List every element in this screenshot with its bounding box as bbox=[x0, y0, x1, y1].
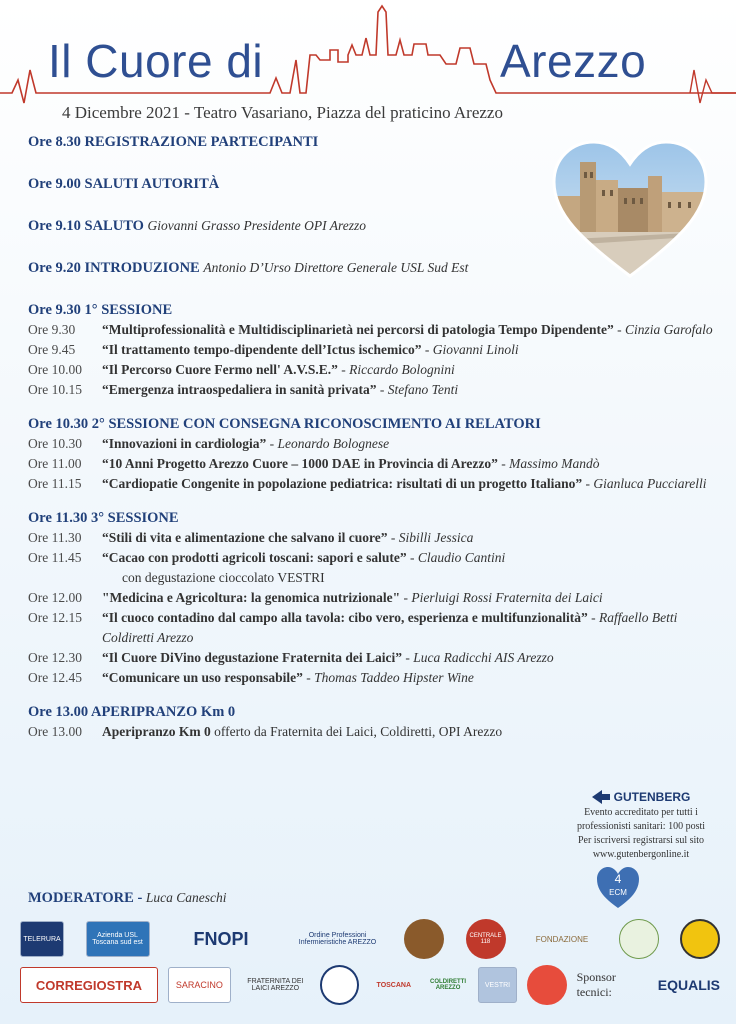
vestri-logo: VESTRI bbox=[478, 967, 518, 1003]
talk-time: Ore 12.00 bbox=[28, 590, 82, 605]
talk-speaker: Raffaello Betti Coldiretti Arezzo bbox=[102, 610, 678, 645]
blue-seal-logo bbox=[320, 965, 359, 1005]
session-time: Ore 13.00 bbox=[28, 704, 89, 720]
talk-title: “Emergenza intraospedaliera in sanità privata” bbox=[102, 382, 377, 397]
gutenberg-arrow-icon bbox=[592, 790, 610, 804]
red-round-logo bbox=[527, 965, 566, 1005]
session-1-heading bbox=[28, 300, 728, 320]
talk-speaker: Claudio Cantini bbox=[417, 550, 506, 565]
event-subtitle: 4 Dicembre 2021 - Teatro Vasariano, Piazza del praticino Arezzo bbox=[62, 103, 503, 122]
talk-speaker: Sibilli Jessica bbox=[398, 530, 474, 545]
talk-time: Ore 12.30 bbox=[28, 650, 82, 665]
talk-time: Ore 11.00 bbox=[28, 456, 82, 471]
talk-speaker: Thomas Taddeo Hipster Wine bbox=[314, 670, 474, 685]
item-speaker: Giovanni Grasso Presidente OPI Arezzo bbox=[147, 218, 366, 233]
item-speaker: Antonio D’Urso Direttore Generale USL Sud Est bbox=[203, 260, 469, 275]
talk-time: Ore 12.45 bbox=[28, 670, 82, 685]
talk-speaker: Leonardo Bolognese bbox=[277, 436, 390, 451]
moderator: MODERATORE - Luca Caneschi bbox=[28, 890, 227, 906]
session-label: 1° SESSIONE bbox=[84, 302, 173, 318]
toscana-logo: TOSCANA bbox=[376, 981, 412, 989]
talk-time: Ore 11.30 bbox=[28, 530, 82, 545]
talk-time: Ore 10.15 bbox=[28, 382, 82, 397]
talk-speaker: Stefano Tenti bbox=[387, 382, 459, 397]
ecm-badge bbox=[596, 872, 640, 900]
talk-row: Ore 11.30 “Stili di vita e alimentazione che salvano il cuore” - Sibilli Jessica bbox=[28, 528, 728, 548]
session-label: 2° SESSIONE CON CONSEGNA RICONOSCIMENTO AI RELATORI bbox=[91, 416, 541, 432]
gutenberg-info bbox=[566, 790, 716, 862]
talk-time: Ore 10.00 bbox=[28, 362, 82, 377]
talk-time: Ore 11.15 bbox=[28, 476, 82, 491]
talk-row: Ore 9.45 “Il trattamento tempo-dipendente dell’Ictus ischemico” - Giovanni Linoli bbox=[28, 340, 728, 360]
talk-row bbox=[28, 722, 728, 742]
logos-row-1 bbox=[20, 914, 720, 964]
sponsor-label: Sponsor tecnici: bbox=[576, 970, 616, 999]
equalis-logo: EQUALIS bbox=[657, 977, 721, 993]
session-2-heading bbox=[28, 414, 728, 434]
program-item-saluti bbox=[28, 174, 728, 194]
talk-speaker: Cinzia Garofalo bbox=[625, 322, 713, 337]
talk-title: “Multiprofessionalità e Multidisciplinarietà nei percorsi di patologia Tempo Dipendente” bbox=[102, 322, 614, 337]
session-3-heading bbox=[28, 508, 728, 528]
talk-speaker: Luca Radicchi AIS Arezzo bbox=[413, 650, 554, 665]
talk-speaker: Riccardo Bolognini bbox=[349, 362, 455, 377]
session-label: 3° SESSIONE bbox=[90, 510, 179, 526]
moderator-label: MODERATORE bbox=[28, 890, 134, 906]
gutenberg-line: professionisti sanitari: 100 posti bbox=[576, 821, 706, 832]
gutenberg-url[interactable]: www.gutenbergonline.it bbox=[592, 849, 690, 860]
ecm-label: ECM bbox=[609, 888, 627, 897]
talk-row: Ore 12.45 “Comunicare un uso responsabile” - Thomas Taddeo Hipster Wine bbox=[28, 668, 728, 688]
talk-note: con degustazione cioccolato VESTRI bbox=[122, 570, 325, 585]
moderator-name: Luca Caneschi bbox=[145, 890, 227, 905]
talk-title: “Il trattamento tempo-dipendente dell’Ictus ischemico” bbox=[102, 342, 422, 357]
talk-title: “Il cuoco contadino dal campo alla tavola: cibo vero, esperienza e multifunzionalità” bbox=[102, 610, 588, 625]
talk-time: Ore 9.45 bbox=[28, 342, 76, 357]
program-item-saluto bbox=[28, 216, 728, 236]
program-item-registration bbox=[28, 132, 728, 152]
talk-speaker: Gianluca Pucciarelli bbox=[593, 476, 707, 491]
item-label: SALUTI AUTORITÀ bbox=[84, 176, 220, 192]
talk-title: “10 Anni Progetto Arezzo Cuore – 1000 DAE in Provincia di Arezzo” bbox=[102, 456, 498, 471]
item-time: Ore 8.30 bbox=[28, 134, 81, 150]
talk-time: Ore 9.30 bbox=[28, 322, 76, 337]
talk-detail: offerto da Fraternita dei Laici, Coldiretti, OPI Arezzo bbox=[210, 724, 503, 739]
talk-title: “Comunicare un uso responsabile” bbox=[102, 670, 303, 685]
fnopi-logo: FNOPI bbox=[193, 928, 249, 949]
talk-row: Ore 9.30 “Multiprofessionalità e Multidisciplinarietà nei percorsi di patologia Tempo Dipendente” - Cinzia Garofalo bbox=[28, 320, 728, 340]
talk-time: Ore 11.45 bbox=[28, 550, 82, 565]
talk-row: Ore 10.00 “Il Percorso Cuore Fermo nell' A.V.S.E.” - Riccardo Bolognini bbox=[28, 360, 728, 380]
talk-title: “Cacao con prodotti agricoli toscani: sapori e salute” bbox=[102, 550, 407, 565]
talk-title: Aperipranzo Km 0 bbox=[102, 724, 211, 739]
talk-row: Ore 11.45 “Cacao con prodotti agricoli toscani: sapori e salute” - Claudio Cantini con degustazione cioccolato VESTRI bbox=[28, 548, 728, 588]
talk-row: Ore 10.30 “Innovazioni in cardiologia” - Leonardo Bolognese bbox=[28, 434, 728, 454]
sponsor-tecnici bbox=[577, 970, 720, 1000]
session-time: Ore 11.30 bbox=[28, 510, 88, 526]
ecm-value: 4 bbox=[614, 872, 622, 886]
opi-arezzo-logo: Ordine Professioni Infermieristiche AREZZO bbox=[298, 932, 377, 946]
teleruba-logo: TELERURA bbox=[20, 921, 64, 957]
talk-time: Ore 12.15 bbox=[28, 610, 82, 625]
talk-speaker: Pierluigi Rossi Fraternita dei Laici bbox=[411, 590, 603, 605]
centrale-118-logo: CENTRALE 118 bbox=[466, 919, 506, 959]
talk-title: “Innovazioni in cardiologia” bbox=[102, 436, 267, 451]
item-label: SALUTO bbox=[84, 218, 144, 234]
gutenberg-line: Per iscriversi registrarsi sul sito bbox=[577, 835, 705, 846]
talk-time: Ore 13.00 bbox=[28, 724, 82, 739]
aperipranzo-heading bbox=[28, 702, 728, 722]
talk-title: “Il Percorso Cuore Fermo nell' A.V.S.E.” bbox=[102, 362, 338, 377]
gutenberg-line: Evento accreditato per tutti i bbox=[584, 807, 698, 818]
talk-title: “Stili di vita e alimentazione che salvano il cuore” bbox=[102, 530, 388, 545]
item-time: Ore 9.10 bbox=[28, 218, 81, 234]
item-label: INTRODUZIONE bbox=[84, 260, 200, 276]
talk-row: Ore 12.15 “Il cuoco contadino dal campo alla tavola: cibo vero, esperienza e multifunzionalità” - Raffaello Betti Coldiretti Arezzo bbox=[28, 608, 728, 648]
item-time: Ore 9.00 bbox=[28, 176, 81, 192]
talk-speaker: Massimo Mandò bbox=[509, 456, 600, 471]
talk-title: "Medicina e Agricoltura: la genomica nutrizionale" bbox=[102, 590, 401, 605]
talk-speaker: Giovanni Linoli bbox=[432, 342, 519, 357]
talk-row: Ore 12.00 "Medicina e Agricoltura: la genomica nutrizionale" - Pierluigi Rossi Fraternita dei Laici bbox=[28, 588, 728, 608]
talk-time: Ore 10.30 bbox=[28, 436, 82, 451]
saracino-logo: SARACINO bbox=[168, 967, 231, 1003]
fondazione-logo: FONDAZIONE bbox=[535, 934, 589, 944]
gutenberg-logo: GUTENBERG bbox=[566, 790, 716, 804]
logos-row-2 bbox=[20, 960, 720, 1010]
talk-row: Ore 11.15 “Cardiopatie Congenite in popolazione pediatrica: risultati di un progetto Italiano” - Gianluca Pucciarelli bbox=[28, 474, 728, 494]
talk-row: Ore 11.00 “10 Anni Progetto Arezzo Cuore – 1000 DAE in Provincia di Arezzo” - Massimo Mandò bbox=[28, 454, 728, 474]
title-arezzo: Arezzo bbox=[500, 35, 647, 87]
program-list bbox=[28, 132, 728, 742]
program-item-introduzione bbox=[28, 258, 728, 278]
title-il-cuore-di: Il Cuore di bbox=[48, 35, 264, 87]
talk-title: “Il Cuore DiVino degustazione Fraternita dei Laici” bbox=[102, 650, 402, 665]
session-time: Ore 10.30 bbox=[28, 416, 89, 432]
talk-row: Ore 10.15 “Emergenza intraospedaliera in sanità privata” - Stefano Tenti bbox=[28, 380, 728, 400]
session-label: APERIPRANZO Km 0 bbox=[90, 704, 236, 720]
talk-title: “Cardiopatie Congenite in popolazione pediatrica: risultati di un progetto Italiano” bbox=[102, 476, 583, 491]
item-label: REGISTRAZIONE PARTECIPANTI bbox=[84, 134, 319, 150]
green-round-logo bbox=[619, 919, 659, 959]
talk-row: Ore 12.30 “Il Cuore DiVino degustazione Fraternita dei Laici” - Luca Radicchi AIS Arezzo bbox=[28, 648, 728, 668]
usl-logo: Azienda USL Toscana sud est bbox=[86, 921, 150, 957]
yellow-seal-logo bbox=[680, 919, 720, 959]
item-time: Ore 9.20 bbox=[28, 260, 81, 276]
coldiretti-logo: COLDIRETTI AREZZO bbox=[430, 979, 467, 991]
fraternita-logo: FRATERNITA DEI LAICI AREZZO bbox=[247, 978, 304, 992]
medal-logo bbox=[404, 919, 444, 959]
session-time: Ore 9.30 bbox=[28, 302, 81, 318]
correrglostra-logo: CORREGIOSTRA bbox=[20, 967, 158, 1003]
